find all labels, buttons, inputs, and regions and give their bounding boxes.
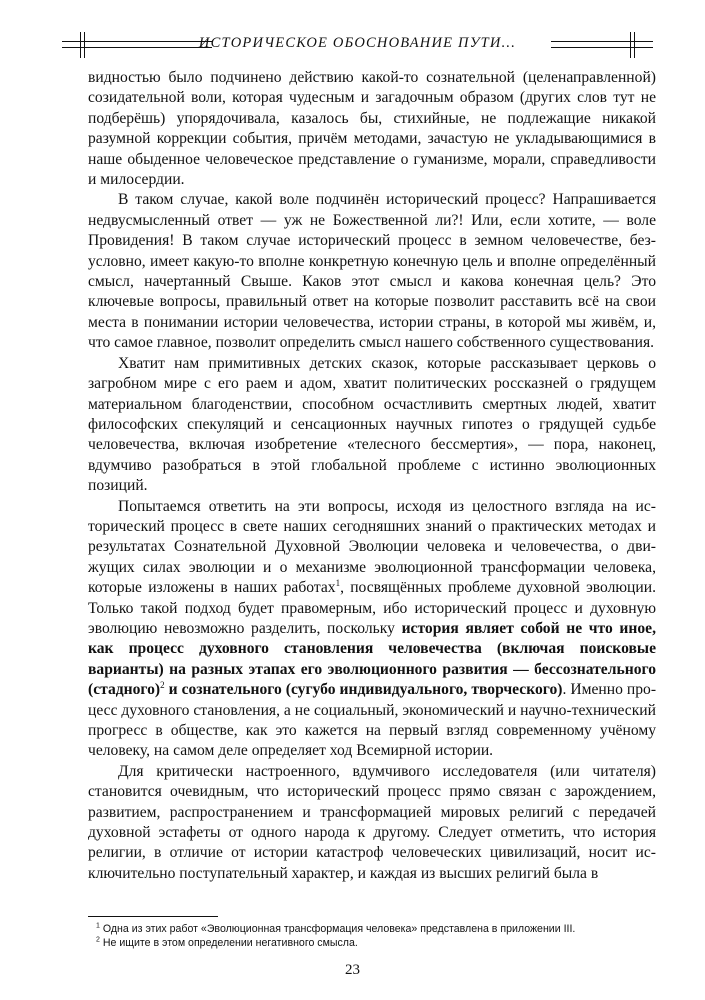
- running-header: [62, 32, 653, 60]
- footnote-ref[interactable]: 1: [335, 577, 341, 588]
- paragraph: Хватит нам примитивных детских сказок, которые рассказывает церковь о загробном мире с его раем и адом, хватит политических россказней о грядущем материальном благоденствии, способном осчастливить смертных людей, хватит философских спекуляций и сенсационных научных гипотез о грядущей судьбе человечества, включая изобретение «телесного бессмертия», — пора, наконец, вдумчиво разобраться в этой глобальной проблеме с истинно эволюционных позиций.: [88, 354, 656, 495]
- footnote-ref[interactable]: 2: [160, 680, 165, 690]
- running-header-title: ИСТОРИЧЕСКОЕ ОБОСНОВАНИЕ ПУТИ...: [198, 35, 517, 51]
- paragraph: Для критически настроенного, вдумчивого исследователя (или читателя) становится очевидным, что исторический процесс прямо связан с зарождением, развитием, распространением и трансформацией мировых религий с передачей духовной эстафеты от одного народа к другому. Следует отметить, что история религии, в отличие от истории катастроф человеческих цивилизаций, носит исключительно поступательный характер, и каждая из высших религий была в: [88, 762, 656, 882]
- body-text: [88, 68, 656, 884]
- footnote-text: Не ищите в этом определении негативного смысла.: [99, 937, 358, 949]
- footnote-mark: 1: [96, 922, 100, 930]
- bold-definition: и сознательного (сугубо индивидуального, творческого): [164, 681, 563, 699]
- footnote-text: Одна из этих работ «Эволюционная трансформация человека» представлена в приложении III.: [99, 923, 576, 935]
- paragraph: В таком случае, какой воле подчинён исторический процесс? Напрашивается недвусмысленный ответ — уж не Божественной ли?! Или, если хотите, — воле Провидения! В таком случае исторический процесс в земном человечестве, безусловно, имеет какую-то вполне конкретную конечную цель и вполне определённый смысл, начертанный Свыше. Каков этот смысл и какова конечная цель? Это ключевые вопросы, правильный ответ на которые позволит расставить всё на свои места в понимании истории человечества, истории страны, в которой мы живём, и, что самое главное, позволит определить смысл нашего собственного существования.: [88, 191, 656, 352]
- footnote: [96, 936, 656, 950]
- footnote-mark: 2: [96, 936, 100, 944]
- footnotes: [96, 922, 656, 950]
- paragraph-text: , посвящённых проблеме духовной эволюции. Только такой подход будет правомерным, ибо исторический процесс и духовную эволюцию невозможно разделить, поскольку: [88, 579, 656, 637]
- footnote-rule: [88, 916, 218, 917]
- footnote: [96, 922, 656, 936]
- paragraph: [88, 497, 656, 762]
- paragraph-text: . Именно процесс духовного становления, а не социальный, экономический и научно-технический прогресс в обществе, как это кажется на первый взгляд современному учёному человеку, на самом деле определяет ход Всемирной истории.: [88, 681, 657, 760]
- paragraph-text: Попытаемся ответить на эти вопросы, исходя из целостного взгляда на исторический процесс в свете наших сегодняшних знаний о практических методах и результатах Сознательной Духовной Эволюции человека и человечества, о движущих силах эволюции и о механизме эволюционной трансформации человека, которые изложены в наших работах: [88, 497, 656, 597]
- bold-definition: история являет собой не что иное, как процесс духовного становления человечества (включая поисковые варианты) на разных этапах его эволюционного развития — бессознательного (стадного): [88, 619, 656, 699]
- page-number: 23: [345, 962, 360, 978]
- paragraph: видностью было подчинено действию какой-то сознательной (целенаправленной) созидательной воли, которая чудесным и загадочным образом (других слов тут не подберёшь) упорядочивала, казалось бы, стихийные, не подлежащие никакой разумной коррекции события, причём методами, зачастую не укладывающимися в наше обыденное человеческое представление о гуманизме, морали, справедливости и милосердии.: [88, 69, 656, 189]
